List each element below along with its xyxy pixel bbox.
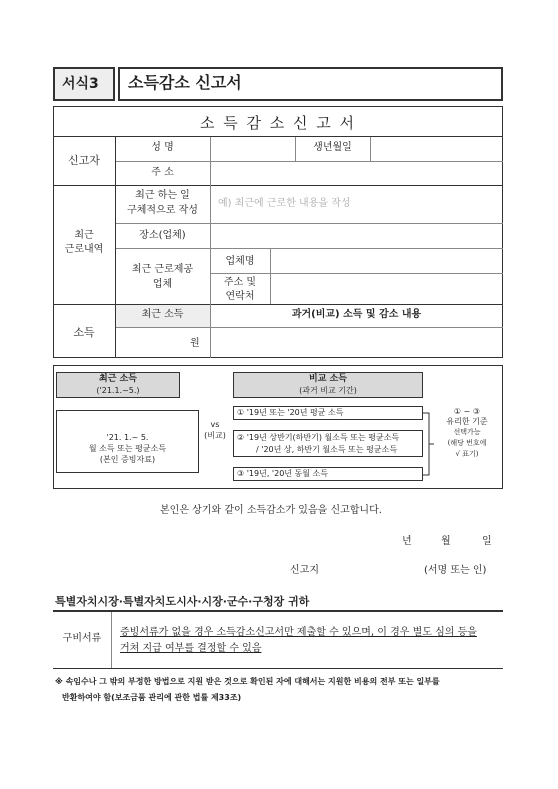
recent-label-2: 근로내역 — [64, 244, 104, 255]
compare-sub: (과거 비교 기간) — [299, 386, 357, 395]
income-unit: 원 — [190, 338, 200, 349]
address-label: 주 소 — [151, 167, 174, 178]
recent-label-1: 최근 — [74, 230, 94, 241]
company-name-label: 업체명 — [225, 256, 255, 267]
reporter-label: 신고자 — [68, 154, 100, 167]
documents-text-1: 증빙서류가 없을 경우 소득감소신고서만 제출할 수 있으며, 이 경우 별도 심의 등을 — [120, 627, 477, 638]
side-note-5: √ 표기) — [455, 450, 479, 458]
company-addr-field[interactable] — [270, 274, 503, 304]
vs-label: vs — [210, 420, 220, 429]
recent-income-field[interactable] — [115, 328, 210, 358]
note-line-2: 반환하여야 함(보조금품 관리에 관한 법률 제33조) — [62, 693, 242, 702]
work-placeholder[interactable]: 예) 최근에 근로한 내용을 작성 — [218, 198, 351, 209]
signature-field[interactable]: (서명 또는 인) — [424, 565, 487, 576]
company-addr-label-2: 연락처 — [225, 291, 255, 302]
income-label: 소득 — [73, 326, 95, 339]
address-field[interactable] — [210, 161, 503, 185]
place-field[interactable] — [210, 224, 503, 248]
date-year[interactable]: 년 — [402, 536, 412, 547]
note-line-1: ※ 속임수나 그 밖의 부정한 방법으로 지원 받은 것으로 확인된 자에 대해서는 지원한 비용의 전부 또는 일부를 — [55, 677, 440, 686]
birth-label: 생년월일 — [313, 142, 352, 153]
company-addr-label-1: 주소 및 — [223, 277, 257, 288]
past-income-header: 과거(비교) 소득 및 감소 내용 — [291, 309, 422, 320]
place-label: 장소(업체) — [139, 230, 186, 241]
option-2-text-1: ② '19년 상반기(하반기) 월소득 또는 평균소득 — [237, 433, 400, 442]
side-note-1: ① ~ ③ — [453, 407, 481, 416]
recent-title: 최근 소득 — [99, 374, 137, 384]
past-income-field[interactable] — [210, 328, 503, 358]
name-label: 성 명 — [151, 142, 174, 153]
work-label-2: 구체적으로 작성 — [127, 205, 198, 216]
left-proof: (본인 증빙자료) — [99, 455, 156, 464]
signature-label: 신고지 — [290, 565, 319, 576]
provider-label-1: 최근 근로제공 — [131, 264, 194, 275]
provider-label-2: 업체 — [152, 279, 173, 290]
side-note-3: 선택가능 — [453, 428, 481, 436]
option-2-text-2: / '20년 상, 하반기 월소득 또는 평균소득 — [256, 445, 398, 454]
left-desc: 월 소득 또는 평균소득 — [88, 444, 167, 453]
page-title: 소득감소 신고서 — [128, 73, 242, 92]
recent-sub: ('21.1.~5.) — [96, 386, 140, 395]
compare-label: (비교) — [204, 431, 226, 440]
recent-income-header: 최근 소득 — [141, 309, 184, 320]
work-label-1: 최근 하는 일 — [135, 190, 190, 201]
side-note-2: 유리한 기준 — [446, 417, 488, 426]
form-title: 소 득 감 소 신 고 서 — [199, 114, 357, 132]
documents-text-2: 거쳐 지급 여부를 결정할 수 있음 — [120, 643, 262, 654]
compare-title: 비교 소득 — [309, 374, 347, 384]
addressee: 특별자치시장·특별자치도시사·시장·군수·구청장 귀하 — [55, 595, 310, 608]
option-1-text: ① '19년 또는 '20년 평균 소득 — [237, 408, 344, 417]
side-note-4: (해당 번호에 — [447, 439, 487, 447]
documents-label: 구비서류 — [62, 633, 102, 644]
declaration-text: 본인은 상기와 같이 소득감소가 있음을 신고합니다. — [160, 505, 382, 516]
birth-field[interactable] — [370, 137, 503, 161]
option-3-text: ③ '19년, '20년 동월 소득 — [237, 469, 329, 478]
company-name-field[interactable] — [270, 249, 503, 273]
form-number: 서식3 — [62, 76, 99, 92]
left-period: '21. 1.~ 5. — [106, 433, 149, 442]
name-field[interactable] — [210, 137, 295, 161]
date-month[interactable]: 월 — [441, 536, 451, 547]
date-day[interactable]: 일 — [482, 536, 492, 547]
